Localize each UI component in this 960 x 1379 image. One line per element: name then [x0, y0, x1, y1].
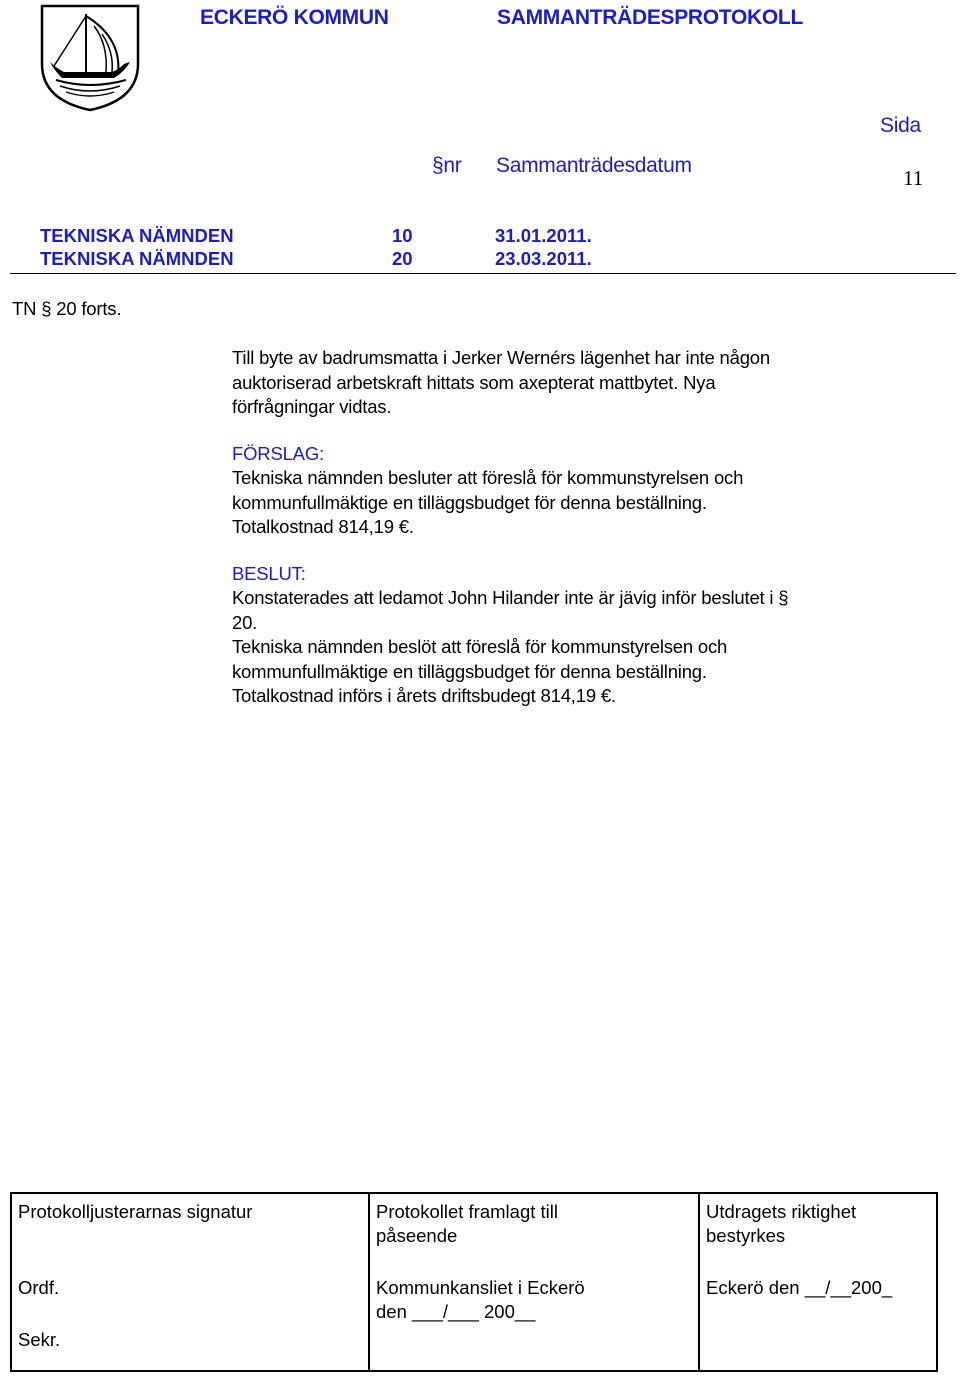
- certification-title-1: Utdragets riktighet: [706, 1201, 857, 1222]
- public-review-title-2: påseende: [376, 1225, 458, 1246]
- header-divider: [10, 273, 956, 274]
- meeting-body-1: TEKNISKA NÄMNDEN: [40, 225, 234, 246]
- page-label: Sida: [880, 114, 921, 137]
- document-type-title: SAMMANTRÄDESPROTOKOLL: [497, 6, 803, 29]
- beslut-line-1: Konstaterades att ledamot John Hilander inte är jävig inför beslutet i §: [232, 587, 789, 608]
- public-review-place: Kommunkansliet i Eckerö: [376, 1277, 585, 1298]
- meeting-nr-1: 10: [392, 225, 413, 246]
- certification-column: [698, 1194, 936, 1370]
- beslut-line-3: Tekniska nämnden beslöt att föreslå för kommunstyrelsen och: [232, 636, 728, 657]
- protocol-body: [232, 346, 932, 709]
- signature-footer-table: [10, 1192, 938, 1372]
- page-number: 11: [903, 166, 924, 190]
- beslut-heading: BESLUT:: [232, 562, 306, 584]
- forslag-heading: FÖRSLAG:: [232, 442, 324, 464]
- beslut-line-2: 20.: [232, 611, 258, 633]
- meeting-date-2: 23.03.2011.: [495, 248, 592, 269]
- meeting-date-1: 31.01.2011.: [495, 225, 592, 246]
- section-reference: TN § 20 forts.: [12, 298, 122, 319]
- beslut-line-4: kommunfullmäktige en tilläggsbudget för denna beställning.: [232, 660, 707, 682]
- public-review-column: [368, 1194, 698, 1370]
- chair-signature-label: Ordf.: [18, 1277, 60, 1298]
- certification-date: Eckerö den __/__200_: [706, 1277, 893, 1298]
- intro-line-2: auktoriserad arbetskraft hittats som axepterat mattbytet. Nya: [232, 371, 716, 393]
- forslag-line-2: kommunfullmäktige en tilläggsbudget för denna beställning.: [232, 491, 707, 513]
- beslut-line-5: Totalkostnad införs i årets driftsbudegt 814,19 €.: [232, 685, 616, 706]
- paragraph-number-label: §nr: [432, 154, 462, 177]
- signature-column-title: Protokolljusterarnas signatur: [18, 1201, 253, 1222]
- forslag-line-1: Tekniska nämnden besluter att föreslå för kommunstyrelsen och: [232, 467, 744, 488]
- municipality-coat-of-arms-logo: [40, 4, 140, 112]
- intro-line-1: Till byte av badrumsmatta i Jerker Wernérs lägenhet har inte någon: [232, 347, 770, 368]
- intro-line-3: förfrågningar vidtas.: [232, 396, 392, 417]
- forslag-line-3: Totalkostnad 814,19 €.: [232, 516, 414, 537]
- public-review-date: den ___/___ 200__: [376, 1301, 536, 1322]
- certification-title-2: bestyrkes: [706, 1225, 786, 1246]
- secretary-signature-label: Sekr.: [18, 1329, 61, 1350]
- municipality-name: ECKERÖ KOMMUN: [200, 6, 389, 29]
- meeting-date-label: Sammanträdesdatum: [496, 154, 692, 177]
- signature-column: [12, 1194, 368, 1370]
- meeting-body-2: TEKNISKA NÄMNDEN: [40, 248, 234, 269]
- meeting-nr-2: 20: [392, 248, 413, 269]
- public-review-title-1: Protokollet framlagt till: [376, 1201, 558, 1222]
